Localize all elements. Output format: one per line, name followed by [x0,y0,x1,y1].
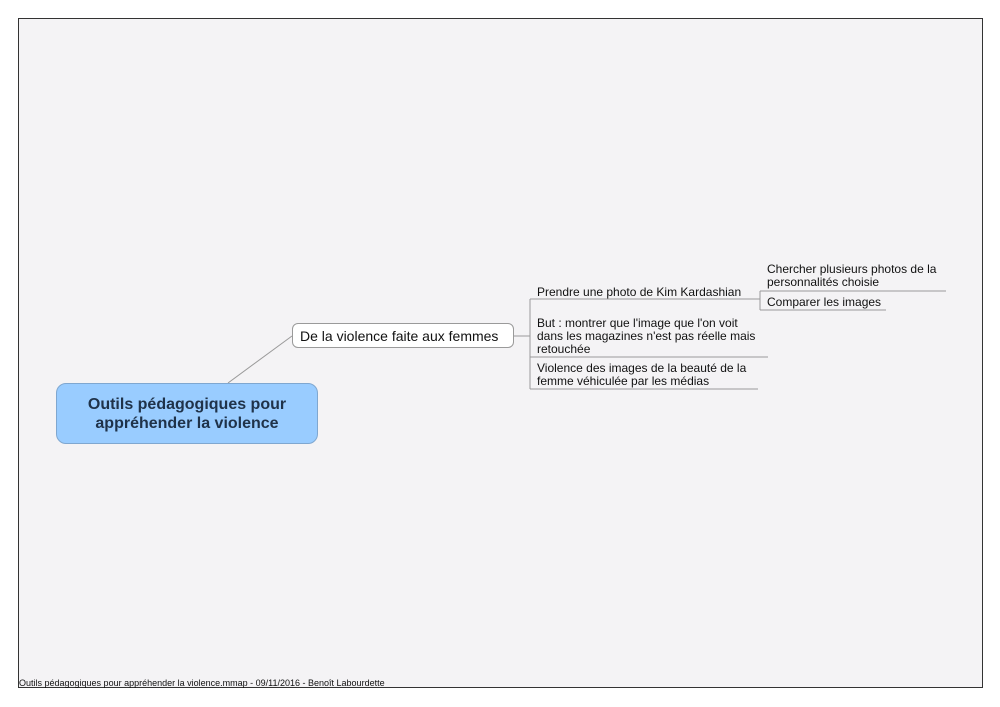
topic-node[interactable]: Violence des images de la beauté de la femme véhiculée par les médias [537,361,747,388]
branch-node-label: De la violence faite aux femmes [300,327,499,344]
topic-node[interactable]: Prendre une photo de Kim Kardashian [537,285,742,299]
subtopic-node[interactable]: Chercher plusieurs photos de la personnalités choisie [767,262,937,289]
connector-branch-topics [514,299,530,389]
root-node[interactable] [56,383,318,444]
footer-caption: Outils pédagogiques pour appréhender la violence.mmap - 09/11/2016 - Benoît Labourdette [19,678,385,688]
subtopic-node[interactable]: Comparer les images [767,295,882,309]
topic-node[interactable]: But : montrer que l'image que l'on voit dans les magazines n'est pas réelle mais retouchée [537,316,756,356]
connector-root-branch [228,336,292,383]
root-node-label: Outils pédagogiques pour appréhender la violence [87,395,287,432]
branch-node[interactable] [292,323,514,348]
